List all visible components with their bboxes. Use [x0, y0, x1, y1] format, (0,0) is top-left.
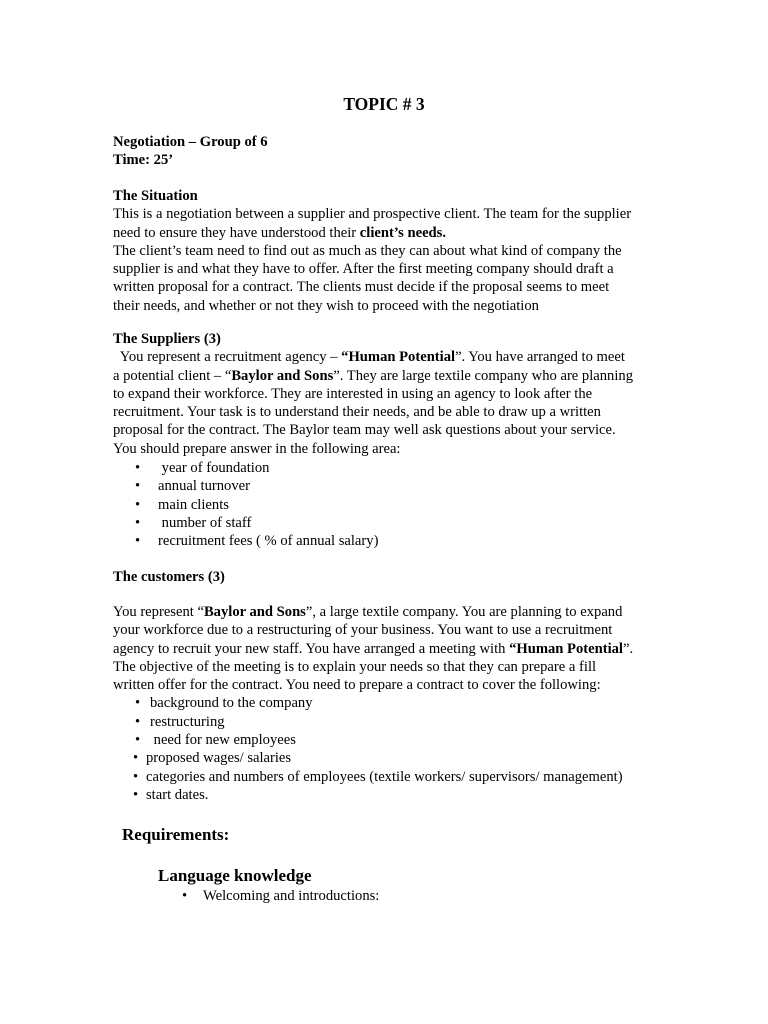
customers-text: The objective of the meeting is to explain your needs so that they can prepare a fill	[113, 658, 597, 675]
bullet-icon: •	[135, 514, 141, 531]
customers-text-part: agency to recruit your new staff. You have arranged a meeting with	[113, 640, 510, 657]
bullet-icon: •	[133, 786, 139, 803]
customers-text-part: You represent “	[113, 604, 204, 620]
customers-text	[113, 640, 658, 658]
list-item: • recruitment fees ( % of annual salary)	[135, 533, 379, 550]
suppliers-text-part: ”. They are large textile company who are planning	[333, 367, 634, 384]
bullet-icon: •	[135, 460, 141, 477]
bullet-icon: •	[135, 533, 141, 550]
human-potential-emphasis: “Human Potential	[341, 349, 456, 366]
bullet-icon: •	[133, 750, 139, 767]
language-knowledge-heading: Language knowledge	[158, 866, 312, 885]
customers-heading-block	[113, 568, 658, 586]
customers-heading: The customers (3)	[113, 569, 225, 585]
suppliers-text-part: a potential client – “	[113, 367, 232, 384]
situation-text	[113, 224, 658, 242]
list-item: • background to the company	[135, 695, 313, 712]
situation-text-part: need to ensure they have understood their	[113, 224, 360, 241]
clients-needs-emphasis: client’s needs.	[359, 224, 446, 241]
list-item: • year of foundation	[135, 460, 270, 477]
customers-text	[113, 603, 658, 621]
baylor-emphasis: Baylor and Sons	[203, 604, 306, 620]
situation-section	[113, 187, 658, 315]
baylor-emphasis: Baylor and Sons	[231, 367, 334, 384]
suppliers-heading: The Suppliers (3)	[113, 331, 221, 347]
requirements-heading: Requirements:	[122, 825, 230, 844]
bullet-icon: •	[135, 496, 141, 513]
list-item: • Welcoming and introductions:	[182, 888, 380, 904]
customers-text-part: ”, a large textile company. You are planning to expand	[305, 604, 623, 620]
situation-heading: The Situation	[113, 188, 198, 204]
situation-text: written proposal for a contract. The clients must decide if the proposal seems to meet	[113, 279, 610, 296]
list-item: • proposed wages/ salaries	[133, 750, 292, 767]
suppliers-list	[113, 459, 658, 550]
customers-text-part: ”.	[623, 640, 634, 657]
human-potential-emphasis: “Human Potential	[509, 640, 623, 657]
list-item: • main clients	[135, 496, 229, 513]
list-item: • annual turnover	[135, 478, 250, 495]
list-item: • restructuring	[135, 713, 225, 730]
bullet-icon: •	[182, 888, 188, 904]
suppliers-text	[113, 367, 658, 385]
customers-text: your workforce due to a restructuring of your business. You want to use a recruitment	[113, 622, 613, 639]
page-title: TOPIC # 3	[343, 94, 425, 114]
list-item: • number of staff	[135, 514, 252, 531]
suppliers-text-part: ”. You have arranged to meet	[455, 349, 625, 366]
time-line: Time: 25’	[113, 152, 174, 169]
suppliers-text: You should prepare answer in the following area:	[113, 440, 401, 457]
list-item: • start dates.	[133, 786, 209, 803]
suppliers-text: to expand their workforce. They are interested in using an agency to look after the	[113, 385, 593, 402]
list-item: • categories and numbers of employees (textile workers/ supervisors/ management)	[133, 768, 623, 785]
suppliers-text-part: You represent a recruitment agency –	[113, 349, 342, 366]
header-block	[113, 133, 658, 170]
suppliers-text: proposal for the contract. The Baylor team may well ask questions about your service.	[113, 422, 616, 439]
bullet-icon: •	[135, 478, 141, 495]
suppliers-section	[113, 330, 658, 551]
customers-list	[113, 694, 658, 804]
situation-text: This is a negotiation between a supplier and prospective client. The team for the supplier	[113, 206, 632, 223]
bullet-icon: •	[135, 732, 141, 749]
bullet-icon: •	[135, 695, 141, 712]
situation-text: supplier is and what they have to offer. After the first meeting company should draft a	[113, 261, 614, 278]
list-item: • need for new employees	[135, 732, 296, 749]
requirements-list	[170, 887, 379, 905]
customers-section	[113, 603, 658, 804]
bullet-icon: •	[135, 713, 141, 730]
customers-text: written offer for the contract. You need to prepare a contract to cover the following:	[113, 677, 601, 694]
negotiation-line: Negotiation – Group of 6	[113, 134, 268, 150]
suppliers-text: recruitment. Your task is to understand their needs, and be able to draw up a written	[113, 404, 601, 421]
situation-text: their needs, and whether or not they wish to proceed with the negotiation	[113, 297, 539, 314]
suppliers-text	[113, 348, 658, 366]
situation-text: The client’s team need to find out as much as they can about what kind of company the	[113, 242, 622, 259]
bullet-icon: •	[133, 768, 139, 785]
